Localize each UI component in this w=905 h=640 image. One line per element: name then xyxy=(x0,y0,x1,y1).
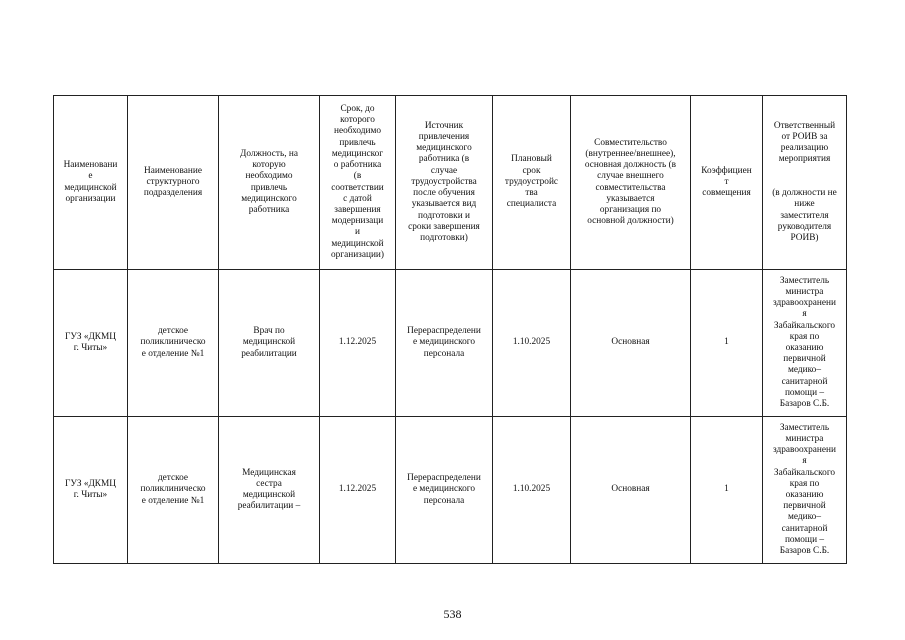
table-cell: 1.10.2025 xyxy=(493,270,571,417)
table-header-row xyxy=(54,96,847,270)
table-cell: детское поликлиническо е отделение №1 xyxy=(128,270,219,417)
header-cell: Плановый срок трудоустройс тва специалиста xyxy=(493,96,571,270)
header-cell: Срок, до которого необходимо привлечь медицинског о работника (в соответствии с датой завершения модернизаци и медицинской организации) xyxy=(320,96,396,270)
table-cell: 1 xyxy=(691,417,763,564)
table-row xyxy=(54,270,847,417)
table-cell: Перераспределени е медицинского персонала xyxy=(396,417,493,564)
table-cell: детское поликлиническо е отделение №1 xyxy=(128,417,219,564)
staffing-table xyxy=(53,95,847,564)
table-cell: Медицинская сестра медицинской реабилитации – xyxy=(219,417,320,564)
header-cell: Совместительство (внутреннее/внешнее), основная должность (в случае внешнего совместительства указывается организация по основной должности) xyxy=(571,96,691,270)
header-cell: Источник привлечения медицинского работника (в случае трудоустройства после обучения указывается вид подготовки и сроки завершения подготовки) xyxy=(396,96,493,270)
header-cell: Должность, на которую необходимо привлечь медицинского работника xyxy=(219,96,320,270)
table-cell: Основная xyxy=(571,417,691,564)
header-cell: Наименовани е медицинской организации xyxy=(54,96,128,270)
table-cell: 1.12.2025 xyxy=(320,270,396,417)
table-cell: Врач по медицинской реабилитации xyxy=(219,270,320,417)
header-cell: Коэффициен т совмещения xyxy=(691,96,763,270)
table-cell: 1.10.2025 xyxy=(493,417,571,564)
table-cell: Заместитель министра здравоохранени я Забайкальского края по оказанию первичной медико– санитарной помощи – Базаров С.Б. xyxy=(763,270,847,417)
table-cell: Перераспределени е медицинского персонала xyxy=(396,270,493,417)
table-cell: ГУЗ «ДКМЦ г. Читы» xyxy=(54,270,128,417)
table-cell: ГУЗ «ДКМЦ г. Читы» xyxy=(54,417,128,564)
table-cell: Основная xyxy=(571,270,691,417)
table-cell: Заместитель министра здравоохранени я Забайкальского края по оказанию первичной медико– санитарной помощи – Базаров С.Б. xyxy=(763,417,847,564)
table-cell: 1.12.2025 xyxy=(320,417,396,564)
table-row xyxy=(54,417,847,564)
header-cell: Наименование структурного подразделения xyxy=(128,96,219,270)
table-cell: 1 xyxy=(691,270,763,417)
header-cell: Ответственный от РОИВ за реализацию мероприятия (в должности не ниже заместителя руководителя РОИВ) xyxy=(763,96,847,270)
page-number: 538 xyxy=(443,607,462,621)
